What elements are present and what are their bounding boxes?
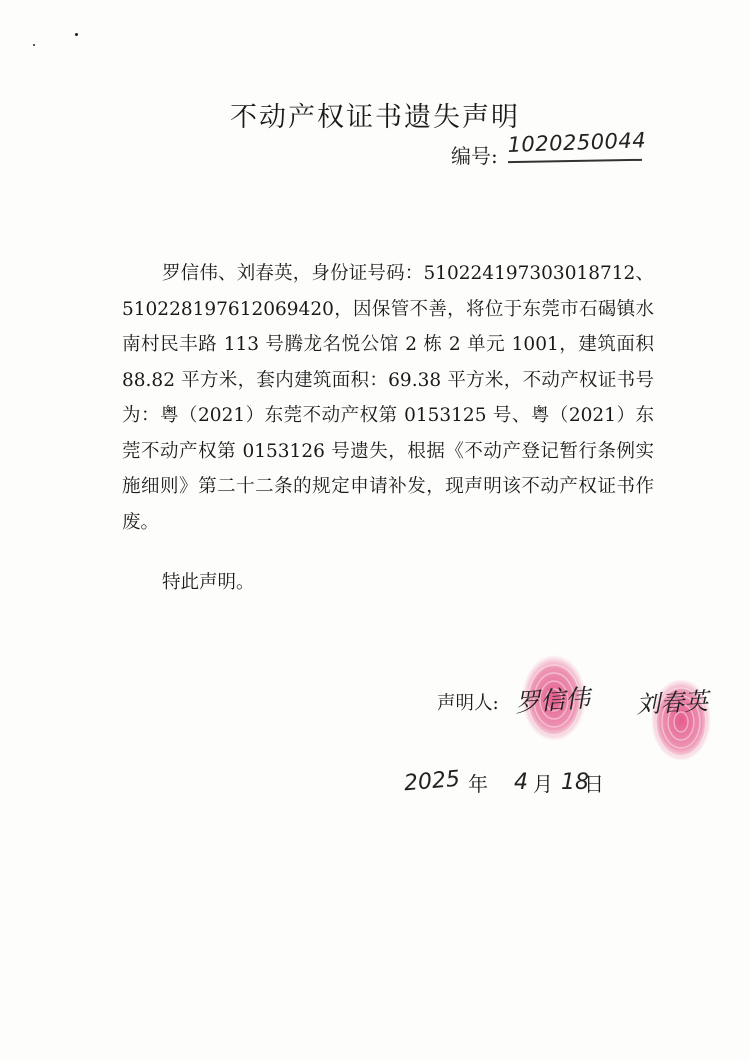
document-number-underline <box>508 159 642 163</box>
document-title: 不动产权证书遗失声明 <box>230 102 520 133</box>
document-number-label: 编号: <box>451 144 498 168</box>
date-day-unit: 日 <box>584 772 604 796</box>
date-year-unit: 年 <box>468 772 488 796</box>
declarant-label: 声明人: <box>437 693 499 714</box>
date-month-handwritten: 4 <box>514 770 528 795</box>
document-number-value: 1020250044 <box>507 128 647 157</box>
scan-speck <box>33 44 35 46</box>
signature-liu-chunying: 刘春英 <box>635 687 709 719</box>
statement-paragraph: 罗信伟、刘春英，身份证号码：510224197303018712、510228197612069420，因保管不善，将位于东莞市石碣镇水南村民丰路 113 号腾龙名悦公馆 2 栋 2 单元 1001，建筑面积 88.82 平方米，套内建筑面积：69.38 平方米，不动产权证书号为：粤（2021）东莞不动产权第 0153125 号、粤（2021）东莞不动产权第 0153126 号遗失，根据《不动产登记暂行条例实施细则》第二十二条的规定申请补发，现声明该不动产权证书作废。 <box>122 263 654 533</box>
date-day-handwritten: 18 <box>561 770 589 795</box>
date-month-unit: 月 <box>533 772 553 796</box>
scan-speck <box>75 33 78 36</box>
closing-statement: 特此声明。 <box>162 572 255 593</box>
statement-body <box>122 256 654 540</box>
date-year-handwritten: 2025 <box>403 766 461 797</box>
signature-luo-xinwei: 罗信伟 <box>514 683 592 718</box>
